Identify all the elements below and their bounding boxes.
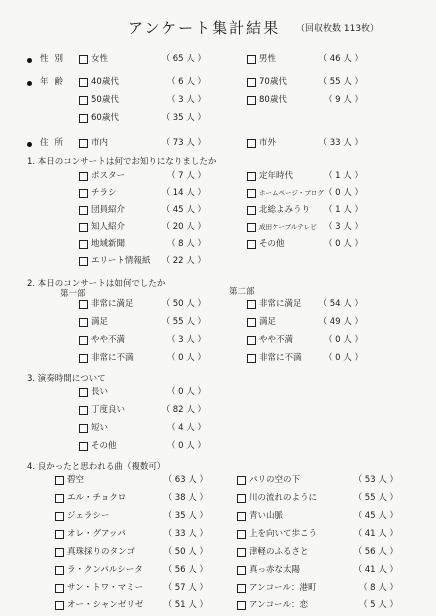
option-label: 知人紹介 [91, 222, 126, 232]
option-label: 市内 [91, 138, 109, 148]
bullet-icon [27, 81, 32, 86]
option-count: （ 9 人 ） [323, 95, 363, 105]
option-count: （ 35 人 ） [163, 511, 208, 521]
option-label: 上を向いて歩こう [249, 529, 318, 539]
page-subtitle: （回収枚数 113枚） [296, 24, 380, 34]
checkbox[interactable] [79, 78, 88, 87]
option-label: 男性 [259, 54, 277, 64]
checkbox[interactable] [79, 442, 88, 451]
checkbox[interactable] [79, 336, 88, 345]
checkbox[interactable] [55, 601, 64, 610]
checkbox[interactable] [247, 336, 256, 345]
checkbox[interactable] [247, 223, 256, 232]
option-count: （ 8 人 ） [166, 239, 206, 249]
checkbox[interactable] [55, 512, 64, 521]
checkbox[interactable] [79, 206, 88, 215]
option-count: （ 0 人 ） [323, 335, 363, 345]
option-label: 非常に不満 [91, 353, 134, 363]
checkbox[interactable] [79, 257, 88, 266]
option-label: 地域新聞 [91, 239, 126, 249]
option-count: （ 4 人 ） [166, 423, 206, 433]
q4-heading: 4. 良かったと思われる曲（複数可） [27, 462, 166, 472]
page-title: アンケート集計結果 [128, 19, 281, 37]
checkbox[interactable] [247, 354, 256, 363]
option-count: （ 1 人 ） [323, 171, 363, 181]
checkbox[interactable] [79, 424, 88, 433]
option-count: （ 0 人 ） [166, 387, 206, 397]
option-label: 真っ赤な太陽 [249, 565, 301, 575]
checkbox[interactable] [79, 139, 88, 148]
option-label: サン・トワ・マミー [67, 583, 144, 593]
q1-heading: 1. 本日のコンサートは何でお知りになりましたか [27, 157, 217, 167]
option-label: やや不満 [91, 335, 126, 345]
option-count: （ 8 人 ） [358, 583, 398, 593]
option-label: 非常に満足 [259, 299, 302, 309]
option-count: （ 7 人 ） [166, 171, 206, 181]
checkbox[interactable] [247, 55, 256, 64]
checkbox[interactable] [55, 566, 64, 575]
option-count: （ 55 人 ） [318, 77, 363, 87]
checkbox[interactable] [79, 55, 88, 64]
option-label: 50歳代 [91, 95, 119, 105]
option-count: （ 56 人 ） [353, 547, 398, 557]
option-count: （ 3 人 ） [166, 335, 206, 345]
option-count: （ 63 人 ） [163, 475, 208, 485]
checkbox[interactable] [79, 354, 88, 363]
option-count: （ 22 人 ） [161, 256, 206, 266]
checkbox[interactable] [237, 548, 246, 557]
option-count: （ 0 人 ） [323, 239, 363, 249]
gender-heading: 性別 [40, 54, 70, 64]
bullet-icon [27, 142, 32, 147]
option-count: （ 50 人 ） [161, 299, 206, 309]
checkbox[interactable] [237, 476, 246, 485]
option-label: エリート情報紙 [91, 256, 151, 266]
option-label: 真珠採りのタンゴ [67, 547, 136, 557]
option-label: 団員紹介 [91, 205, 126, 215]
q3-heading: 3. 演奏時間について [27, 374, 106, 384]
checkbox[interactable] [79, 406, 88, 415]
option-label: アンコール：港町 [249, 583, 317, 593]
checkbox[interactable] [79, 300, 88, 309]
option-label: 70歳代 [259, 77, 287, 87]
option-label: 定年時代 [259, 171, 294, 181]
option-label: オー・シャンゼリゼ [67, 600, 144, 610]
checkbox[interactable] [247, 189, 256, 198]
option-count: （ 1 人 ） [323, 205, 363, 215]
checkbox[interactable] [79, 172, 88, 181]
checkbox[interactable] [55, 548, 64, 557]
option-label: アンコール：恋 [249, 600, 308, 610]
checkbox[interactable] [247, 139, 256, 148]
option-label: ジェラシー [67, 511, 110, 521]
option-count: （ 49 人 ） [318, 317, 363, 327]
checkbox[interactable] [247, 172, 256, 181]
option-count: （ 54 人 ） [318, 299, 363, 309]
bullet-icon [27, 58, 32, 63]
option-label: 非常に不満 [259, 353, 302, 363]
option-label: やや不満 [259, 335, 294, 345]
option-count: （ 57 人 ） [163, 583, 208, 593]
option-label: 長い [91, 387, 109, 397]
option-count: （ 33 人 ） [163, 529, 208, 539]
option-count: （ 55 人 ） [161, 317, 206, 327]
age-heading: 年齢 [40, 77, 70, 87]
option-count: （ 5 人 ） [358, 600, 398, 610]
option-label: 短い [91, 423, 109, 433]
option-label: エル・チョクロ [67, 493, 127, 503]
option-count: （ 41 人 ） [353, 565, 398, 575]
option-label: ポスター [91, 171, 126, 181]
option-label: パリの空の下 [249, 475, 301, 485]
option-label: 丁度良い [91, 405, 126, 415]
checkbox[interactable] [247, 78, 256, 87]
q2-heading: 2. 本日のコンサートは如何でしたか [27, 279, 166, 289]
checkbox[interactable] [237, 530, 246, 539]
option-label: 満足 [91, 317, 109, 327]
option-count: （ 38 人 ） [163, 493, 208, 503]
option-count: （ 0 人 ） [166, 353, 206, 363]
option-count: （ 53 人 ） [353, 475, 398, 485]
option-label: 40歳代 [91, 77, 119, 87]
option-count: （ 50 人 ） [163, 547, 208, 557]
option-count: （ 3 人 ） [166, 95, 206, 105]
checkbox[interactable] [247, 206, 256, 215]
option-count: （ 0 人 ） [323, 353, 363, 363]
option-count: （ 56 人 ） [163, 565, 208, 575]
option-count: （ 65 人 ） [161, 54, 206, 64]
option-count: （ 41 人 ） [353, 529, 398, 539]
checkbox[interactable] [55, 494, 64, 503]
option-count: （ 45 人 ） [353, 511, 398, 521]
checkbox[interactable] [247, 96, 256, 105]
option-label: その他 [91, 441, 117, 451]
option-label: チラシ [91, 188, 117, 198]
option-count: （ 35 人 ） [161, 113, 206, 123]
checkbox[interactable] [55, 584, 64, 593]
checkbox[interactable] [79, 223, 88, 232]
checkbox[interactable] [55, 530, 64, 539]
option-label: 川の流れのように [249, 493, 318, 503]
option-label: 青い山脈 [249, 511, 284, 521]
checkbox[interactable] [79, 388, 88, 397]
option-count: （ 51 人 ） [163, 600, 208, 610]
option-label: ラ・クンパルシータ [67, 565, 143, 575]
option-count: （ 55 人 ） [353, 493, 398, 503]
checkbox[interactable] [247, 300, 256, 309]
option-count: （ 82 人 ） [161, 405, 206, 415]
checkbox[interactable] [237, 494, 246, 503]
checkbox[interactable] [55, 476, 64, 485]
option-label: 女性 [91, 54, 109, 64]
checkbox[interactable] [237, 566, 246, 575]
option-label: 成田ケーブルテレビ [259, 223, 317, 231]
checkbox[interactable] [79, 96, 88, 105]
option-count: （ 20 人 ） [161, 222, 206, 232]
option-label: その他 [259, 239, 285, 249]
option-count: （ 73 人 ） [161, 138, 206, 148]
option-count: （ 6 人 ） [166, 77, 206, 87]
option-label: 満足 [259, 317, 277, 327]
option-label: 北総よみうり [259, 205, 311, 215]
part-one-label: 第一部 [60, 289, 86, 299]
option-count: （ 0 人 ） [166, 441, 206, 451]
option-count: （ 45 人 ） [161, 205, 206, 215]
option-label: 80歳代 [259, 95, 287, 105]
checkbox[interactable] [247, 318, 256, 327]
checkbox[interactable] [237, 601, 246, 610]
option-label: ホームページ・ブログ [259, 189, 324, 197]
checkbox[interactable] [79, 318, 88, 327]
option-label: 非常に満足 [91, 299, 134, 309]
part-two-label: 第二部 [229, 287, 255, 297]
checkbox[interactable] [247, 240, 256, 249]
option-label: 市外 [259, 138, 277, 148]
option-count: （ 3 人 ） [323, 222, 363, 232]
checkbox[interactable] [79, 189, 88, 198]
option-count: （ 46 人 ） [318, 54, 363, 64]
option-count: （ 0 人 ） [323, 188, 363, 198]
checkbox[interactable] [237, 584, 246, 593]
residence-heading: 住所 [40, 138, 70, 148]
option-label: オレ・グアッパ [67, 529, 126, 539]
checkbox[interactable] [79, 240, 88, 249]
checkbox[interactable] [79, 114, 88, 123]
option-label: 碧空 [67, 475, 85, 485]
checkbox[interactable] [237, 512, 246, 521]
option-label: 津軽のふるさと [249, 547, 309, 557]
option-label: 60歳代 [91, 113, 119, 123]
option-count: （ 14 人 ） [161, 188, 206, 198]
option-count: （ 33 人 ） [318, 138, 363, 148]
